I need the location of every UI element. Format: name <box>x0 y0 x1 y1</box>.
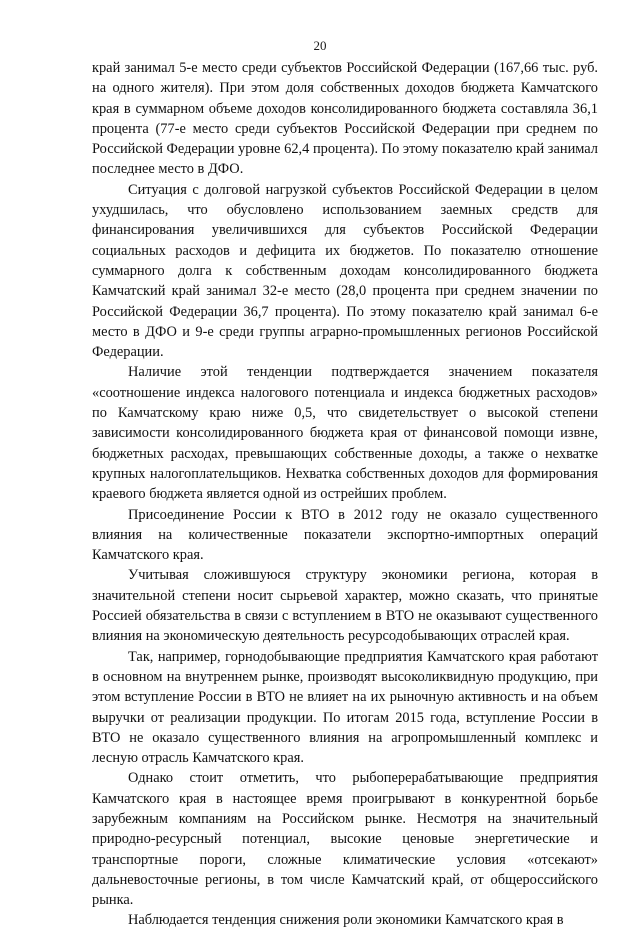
paragraph-fish-processing: Однако стоит отметить, что рыбоперерабатывающие предприятия Камчатского края в настоящее время проигрывают в конкурентной борьбе зарубежным компаниям на Российском рынке. Несмотря на значительный природно-ресурсный потенциал, высокие ценовые энергетические и транспортные пороги, сложные климатические условия «отсекают» дальневосточные регионы, в том числе Камчатский край, от общероссийского рынка. <box>92 770 598 909</box>
paragraph-tax-potential: Наличие этой тенденции подтверждается значением показателя «соотношение индекса налогового потенциала и индекса бюджетных расходов» по Камчатскому краю ниже 0,5, что свидетельствует о высокой степени зависимости консолидированного бюджета края от финансовой помощи извне, бюджетных расходах, превышающих собственные доходы, а также о нехватке крупных налогоплательщиков. Нехватка собственных доходов для формирования краевого бюджета является одной из острейших проблем. <box>92 364 598 503</box>
paragraph-economy-trend: Наблюдается тенденция снижения роли экономики Камчатского края в <box>128 912 564 929</box>
paragraph-budget-revenue: край занимал 5-е место среди субъектов Российской Федерации (167,66 тыс. руб. на одного жителя). При этом доля собственных доходов бюджета Камчатского края в суммарном объеме доходов консолидированного бюджета составляла 36,1 процента (77-е место среди субъектов Российской Федерации при среднем по Российской Федерации уровне 62,4 процента). По этому показателю край занимал последнее место в ДФО. <box>92 60 598 178</box>
page-number: 20 <box>313 38 327 53</box>
paragraph-wto-accession: Присоединение России к ВТО в 2012 году не оказало существенного влияния на количественные показатели экспортно-импортных операций Камчатского края. <box>92 506 598 564</box>
paragraph-mining-enterprises: Так, например, горнодобывающие предприятия Камчатского края работают в основном на внутреннем рынке, производят высоколиквидную продукцию, при этом вступление России в ВТО не влияет на их рыночную активность и на объем выручки от реализации продукции. По итогам 2015 года, вступление России в ВТО не оказало существенного влияния на агропромышленный комплекс и лесную отрасль Камчатского края. <box>92 648 598 767</box>
paragraph-economy-structure: Учитывая сложившуюся структуру экономики региона, которая в значительной степени носит сырьевой характер, можно сказать, что принятые Россией обязательства в связи с вступлением в ВТО не оказывают существенного влияния на экономическую деятельность ресурсодобывающих отраслей края. <box>92 567 598 645</box>
paragraph-debt-load: Ситуация с долговой нагрузкой субъектов Российской Федерации в целом ухудшилась, что обусловлено использованием заемных средств для финансирования увеличившихся для субъектов Российской Федерации социальных расходов и дефицита их бюджетов. По показателю отношение суммарного долга к собственным доходам консолидированного бюджета Камчатский край занимал 32-е место (28,0 процента при среднем значении по Российской Федерации 36,7 процента). По этому показателю край занимал 6-е место в ДФО и 9-е среди группы аграрно-промышленных регионов Российской Федерации. <box>92 181 598 361</box>
document-body <box>92 58 598 931</box>
